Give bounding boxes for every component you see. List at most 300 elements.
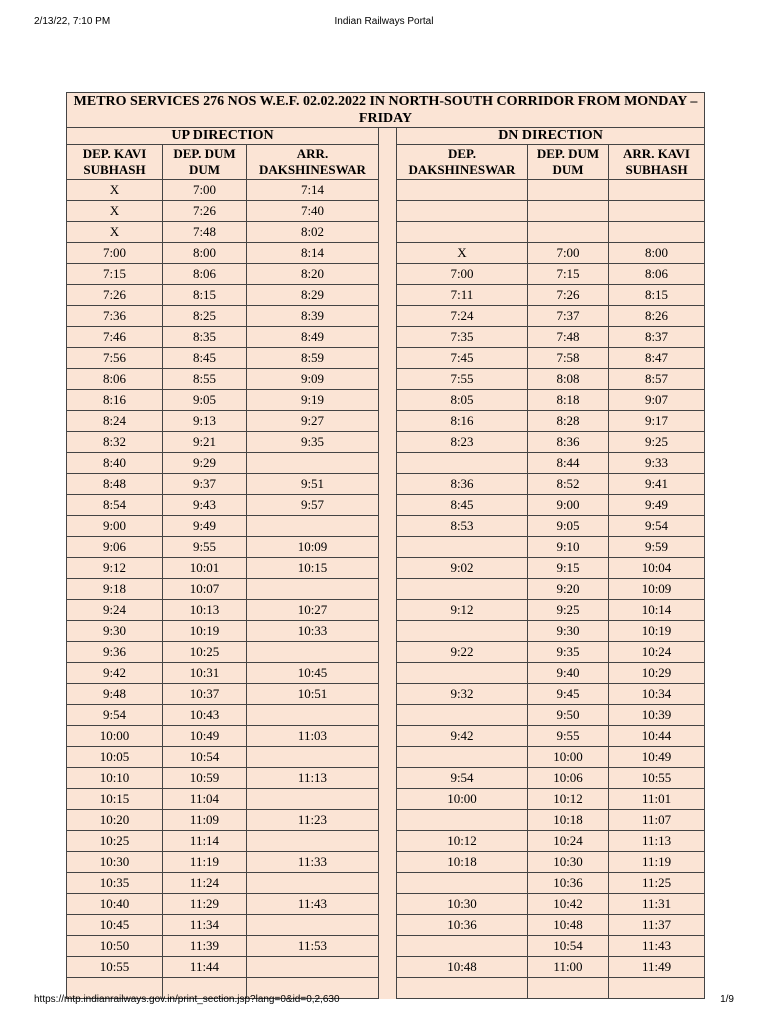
table-row — [67, 264, 705, 285]
cell-dn-dep-dum-dum: 9:30 — [528, 621, 609, 642]
cell-up-arr-dakshineswar: 11:03 — [247, 726, 379, 747]
cell-up-dep-kavi-subhash: 10:45 — [67, 915, 163, 936]
cell-dn-dep-dum-dum: 9:05 — [528, 516, 609, 537]
cell-up-dep-kavi-subhash: 8:16 — [67, 390, 163, 411]
cell-up-arr-dakshineswar: 10:51 — [247, 684, 379, 705]
up-direction-label: UP DIRECTION — [67, 128, 379, 145]
cell-up-dep-kavi-subhash: 10:25 — [67, 831, 163, 852]
table-row — [67, 831, 705, 852]
cell-dn-arr-kavi-subhash: 10:19 — [609, 621, 705, 642]
cell-dn-dep-dum-dum: 10:24 — [528, 831, 609, 852]
cell-up-dep-dum-dum: 10:59 — [163, 768, 247, 789]
print-page-title: Indian Railways Portal — [334, 16, 434, 27]
cell-dn-dep-dakshineswar: 9:54 — [397, 768, 528, 789]
table-row — [67, 285, 705, 306]
cell-up-dep-kavi-subhash: 10:00 — [67, 726, 163, 747]
table-row — [67, 957, 705, 978]
cell-dn-arr-kavi-subhash — [609, 180, 705, 201]
table-row — [67, 684, 705, 705]
cell-dn-dep-dakshineswar: 10:00 — [397, 789, 528, 810]
table-row — [67, 936, 705, 957]
cell-dn-dep-dakshineswar — [397, 621, 528, 642]
cell-dn-arr-kavi-subhash: 8:00 — [609, 243, 705, 264]
cell-up-arr-dakshineswar: 9:51 — [247, 474, 379, 495]
cell-up-arr-dakshineswar — [247, 873, 379, 894]
cell-up-dep-kavi-subhash: X — [67, 201, 163, 222]
column-gap — [379, 957, 397, 978]
cell-dn-arr-kavi-subhash — [609, 978, 705, 999]
cell-up-dep-kavi-subhash: 10:50 — [67, 936, 163, 957]
column-gap — [379, 579, 397, 600]
timetable-title: METRO SERVICES 276 NOS W.E.F. 02.02.2022 IN NORTH-SOUTH CORRIDOR FROM MONDAY – FRIDAY — [67, 93, 705, 128]
cell-up-dep-kavi-subhash: 8:32 — [67, 432, 163, 453]
cell-up-dep-dum-dum: 10:54 — [163, 747, 247, 768]
print-header — [0, 0, 768, 38]
cell-dn-arr-kavi-subhash: 9:17 — [609, 411, 705, 432]
cell-up-arr-dakshineswar: 10:33 — [247, 621, 379, 642]
cell-up-dep-kavi-subhash: 7:46 — [67, 327, 163, 348]
cell-up-arr-dakshineswar — [247, 516, 379, 537]
cell-dn-arr-kavi-subhash: 9:33 — [609, 453, 705, 474]
column-gap — [379, 348, 397, 369]
cell-dn-arr-kavi-subhash: 10:29 — [609, 663, 705, 684]
cell-up-arr-dakshineswar: 8:14 — [247, 243, 379, 264]
cell-dn-dep-dum-dum: 7:37 — [528, 306, 609, 327]
cell-dn-dep-dakshineswar — [397, 936, 528, 957]
cell-up-dep-kavi-subhash: 10:15 — [67, 789, 163, 810]
table-row — [67, 222, 705, 243]
cell-dn-arr-kavi-subhash: 9:25 — [609, 432, 705, 453]
table-row — [67, 369, 705, 390]
column-gap — [379, 831, 397, 852]
column-gap — [379, 600, 397, 621]
cell-dn-dep-dum-dum: 9:40 — [528, 663, 609, 684]
table-row — [67, 558, 705, 579]
cell-dn-dep-dakshineswar: 8:36 — [397, 474, 528, 495]
cell-dn-arr-kavi-subhash: 9:54 — [609, 516, 705, 537]
column-gap — [379, 978, 397, 999]
cell-up-dep-dum-dum: 7:26 — [163, 201, 247, 222]
cell-dn-dep-dum-dum: 10:00 — [528, 747, 609, 768]
cell-up-dep-kavi-subhash: 9:24 — [67, 600, 163, 621]
table-row — [67, 894, 705, 915]
column-gap — [379, 264, 397, 285]
table-row — [67, 306, 705, 327]
cell-up-dep-kavi-subhash: 9:00 — [67, 516, 163, 537]
table-row — [67, 390, 705, 411]
cell-up-dep-dum-dum: 8:06 — [163, 264, 247, 285]
cell-up-dep-kavi-subhash: 8:06 — [67, 369, 163, 390]
column-gap — [379, 411, 397, 432]
cell-up-dep-kavi-subhash: 8:54 — [67, 495, 163, 516]
cell-dn-arr-kavi-subhash: 8:06 — [609, 264, 705, 285]
cell-dn-arr-kavi-subhash: 8:15 — [609, 285, 705, 306]
cell-dn-dep-dum-dum: 10:18 — [528, 810, 609, 831]
cell-up-arr-dakshineswar — [247, 957, 379, 978]
cell-dn-dep-dum-dum — [528, 180, 609, 201]
cell-up-dep-dum-dum: 9:05 — [163, 390, 247, 411]
cell-up-dep-dum-dum: 10:19 — [163, 621, 247, 642]
table-row — [67, 432, 705, 453]
column-gap — [379, 222, 397, 243]
column-gap — [379, 474, 397, 495]
cell-up-dep-dum-dum: 7:00 — [163, 180, 247, 201]
cell-up-dep-kavi-subhash: 9:48 — [67, 684, 163, 705]
column-gap — [379, 180, 397, 201]
cell-dn-arr-kavi-subhash: 10:04 — [609, 558, 705, 579]
column-gap — [379, 201, 397, 222]
cell-up-dep-dum-dum: 8:55 — [163, 369, 247, 390]
cell-dn-dep-dakshineswar — [397, 978, 528, 999]
cell-up-dep-kavi-subhash: 9:54 — [67, 705, 163, 726]
column-gap — [379, 390, 397, 411]
cell-up-arr-dakshineswar: 11:53 — [247, 936, 379, 957]
cell-dn-dep-dakshineswar: X — [397, 243, 528, 264]
cell-dn-arr-kavi-subhash: 11:13 — [609, 831, 705, 852]
table-row — [67, 180, 705, 201]
cell-dn-dep-dum-dum: 9:55 — [528, 726, 609, 747]
cell-up-arr-dakshineswar: 8:39 — [247, 306, 379, 327]
cell-dn-dep-dum-dum: 7:48 — [528, 327, 609, 348]
cell-up-arr-dakshineswar — [247, 579, 379, 600]
cell-up-dep-kavi-subhash: 7:56 — [67, 348, 163, 369]
cell-up-dep-kavi-subhash: 9:30 — [67, 621, 163, 642]
cell-dn-arr-kavi-subhash: 9:49 — [609, 495, 705, 516]
cell-dn-dep-dakshineswar: 7:35 — [397, 327, 528, 348]
cell-dn-dep-dakshineswar: 7:55 — [397, 369, 528, 390]
cell-dn-dep-dakshineswar — [397, 810, 528, 831]
column-gap — [379, 894, 397, 915]
cell-dn-arr-kavi-subhash: 8:47 — [609, 348, 705, 369]
cell-up-dep-dum-dum: 10:07 — [163, 579, 247, 600]
cell-dn-dep-dakshineswar — [397, 705, 528, 726]
cell-up-dep-dum-dum: 11:24 — [163, 873, 247, 894]
cell-dn-arr-kavi-subhash: 8:37 — [609, 327, 705, 348]
cell-up-arr-dakshineswar: 9:09 — [247, 369, 379, 390]
cell-dn-dep-dum-dum: 9:50 — [528, 705, 609, 726]
cell-up-dep-dum-dum: 9:29 — [163, 453, 247, 474]
timetable — [66, 92, 705, 999]
cell-dn-arr-kavi-subhash: 10:34 — [609, 684, 705, 705]
table-row — [67, 201, 705, 222]
cell-up-arr-dakshineswar: 11:33 — [247, 852, 379, 873]
cell-up-arr-dakshineswar: 10:09 — [247, 537, 379, 558]
column-gap — [379, 537, 397, 558]
table-row — [67, 327, 705, 348]
col-header-up-dep-dum-dum: DEP. DUM DUM — [163, 145, 247, 180]
cell-dn-dep-dakshineswar — [397, 201, 528, 222]
cell-up-dep-dum-dum: 7:48 — [163, 222, 247, 243]
column-gap — [379, 453, 397, 474]
cell-dn-dep-dum-dum: 9:45 — [528, 684, 609, 705]
column-gap — [379, 369, 397, 390]
cell-dn-arr-kavi-subhash: 11:37 — [609, 915, 705, 936]
col-header-up-dep-kavi-subhash: DEP. KAVI SUBHASH — [67, 145, 163, 180]
print-timestamp: 2/13/22, 7:10 PM — [34, 16, 111, 27]
cell-up-dep-dum-dum: 9:13 — [163, 411, 247, 432]
column-gap — [379, 621, 397, 642]
cell-up-arr-dakshineswar: 9:35 — [247, 432, 379, 453]
cell-dn-dep-dakshineswar: 7:11 — [397, 285, 528, 306]
cell-up-dep-kavi-subhash: X — [67, 180, 163, 201]
cell-up-dep-kavi-subhash: 10:10 — [67, 768, 163, 789]
cell-dn-dep-dum-dum — [528, 201, 609, 222]
cell-up-dep-dum-dum: 8:35 — [163, 327, 247, 348]
cell-dn-dep-dakshineswar: 8:05 — [397, 390, 528, 411]
col-header-dn-dep-dum-dum: DEP. DUM DUM — [528, 145, 609, 180]
cell-dn-dep-dakshineswar: 10:30 — [397, 894, 528, 915]
table-row — [67, 663, 705, 684]
cell-dn-dep-dum-dum: 8:52 — [528, 474, 609, 495]
cell-up-dep-dum-dum: 10:13 — [163, 600, 247, 621]
column-gap — [379, 243, 397, 264]
cell-dn-dep-dakshineswar: 7:24 — [397, 306, 528, 327]
cell-up-dep-dum-dum: 10:37 — [163, 684, 247, 705]
cell-dn-dep-dakshineswar: 9:32 — [397, 684, 528, 705]
cell-dn-dep-dum-dum: 10:42 — [528, 894, 609, 915]
column-gap — [379, 873, 397, 894]
cell-dn-dep-dum-dum: 10:48 — [528, 915, 609, 936]
cell-up-dep-dum-dum: 11:44 — [163, 957, 247, 978]
cell-dn-dep-dakshineswar: 8:53 — [397, 516, 528, 537]
cell-up-arr-dakshineswar: 11:23 — [247, 810, 379, 831]
column-gap — [379, 128, 397, 145]
cell-dn-dep-dum-dum: 7:58 — [528, 348, 609, 369]
cell-up-arr-dakshineswar: 8:20 — [247, 264, 379, 285]
column-gap — [379, 285, 397, 306]
table-row — [67, 621, 705, 642]
cell-dn-arr-kavi-subhash: 11:01 — [609, 789, 705, 810]
cell-dn-dep-dakshineswar: 9:12 — [397, 600, 528, 621]
cell-up-dep-kavi-subhash: 9:12 — [67, 558, 163, 579]
cell-up-dep-kavi-subhash: 10:35 — [67, 873, 163, 894]
cell-up-arr-dakshineswar: 8:02 — [247, 222, 379, 243]
cell-dn-arr-kavi-subhash — [609, 201, 705, 222]
cell-dn-arr-kavi-subhash: 10:24 — [609, 642, 705, 663]
cell-up-dep-dum-dum: 8:15 — [163, 285, 247, 306]
cell-up-dep-dum-dum: 11:34 — [163, 915, 247, 936]
cell-dn-arr-kavi-subhash: 11:25 — [609, 873, 705, 894]
table-row — [67, 789, 705, 810]
table-row — [67, 642, 705, 663]
cell-dn-dep-dum-dum: 9:00 — [528, 495, 609, 516]
cell-up-dep-kavi-subhash: 10:05 — [67, 747, 163, 768]
cell-dn-arr-kavi-subhash: 9:59 — [609, 537, 705, 558]
cell-up-arr-dakshineswar — [247, 453, 379, 474]
cell-up-arr-dakshineswar: 9:27 — [247, 411, 379, 432]
column-gap — [379, 663, 397, 684]
table-row — [67, 915, 705, 936]
cell-dn-dep-dum-dum: 8:36 — [528, 432, 609, 453]
cell-dn-dep-dakshineswar — [397, 453, 528, 474]
cell-up-arr-dakshineswar: 10:45 — [247, 663, 379, 684]
cell-dn-dep-dakshineswar — [397, 747, 528, 768]
cell-up-dep-kavi-subhash: 8:48 — [67, 474, 163, 495]
cell-up-dep-kavi-subhash: 7:15 — [67, 264, 163, 285]
column-gap — [379, 936, 397, 957]
cell-up-arr-dakshineswar: 10:27 — [247, 600, 379, 621]
cell-up-dep-kavi-subhash: 7:26 — [67, 285, 163, 306]
column-gap — [379, 915, 397, 936]
cell-up-dep-kavi-subhash: 10:20 — [67, 810, 163, 831]
cell-dn-dep-dakshineswar — [397, 222, 528, 243]
cell-up-dep-dum-dum: 8:00 — [163, 243, 247, 264]
cell-up-dep-kavi-subhash: 9:18 — [67, 579, 163, 600]
cell-dn-arr-kavi-subhash: 11:49 — [609, 957, 705, 978]
cell-dn-arr-kavi-subhash: 8:57 — [609, 369, 705, 390]
column-gap — [379, 768, 397, 789]
cell-up-arr-dakshineswar: 8:59 — [247, 348, 379, 369]
cell-up-dep-kavi-subhash: 10:40 — [67, 894, 163, 915]
cell-up-arr-dakshineswar: 7:14 — [247, 180, 379, 201]
column-header-row — [67, 145, 705, 180]
cell-dn-dep-dum-dum: 9:15 — [528, 558, 609, 579]
page-number: 1/9 — [720, 994, 734, 1005]
column-gap — [379, 852, 397, 873]
column-gap — [379, 810, 397, 831]
column-gap — [379, 432, 397, 453]
table-row — [67, 243, 705, 264]
cell-dn-arr-kavi-subhash: 10:14 — [609, 600, 705, 621]
column-gap — [379, 726, 397, 747]
table-row — [67, 348, 705, 369]
cell-dn-dep-dum-dum: 10:54 — [528, 936, 609, 957]
cell-dn-dep-dakshineswar: 8:16 — [397, 411, 528, 432]
cell-dn-dep-dum-dum: 9:35 — [528, 642, 609, 663]
cell-dn-arr-kavi-subhash: 9:41 — [609, 474, 705, 495]
cell-dn-dep-dum-dum: 9:10 — [528, 537, 609, 558]
cell-up-dep-dum-dum: 11:29 — [163, 894, 247, 915]
cell-up-dep-kavi-subhash: 9:06 — [67, 537, 163, 558]
cell-up-dep-dum-dum: 8:45 — [163, 348, 247, 369]
table-row — [67, 810, 705, 831]
cell-up-dep-kavi-subhash: 8:40 — [67, 453, 163, 474]
cell-dn-dep-dum-dum: 10:30 — [528, 852, 609, 873]
cell-up-dep-dum-dum: 9:43 — [163, 495, 247, 516]
col-header-dn-arr-kavi-subhash: ARR. KAVI SUBHASH — [609, 145, 705, 180]
cell-up-dep-kavi-subhash: 8:24 — [67, 411, 163, 432]
cell-dn-dep-dakshineswar: 7:45 — [397, 348, 528, 369]
cell-dn-arr-kavi-subhash: 10:39 — [609, 705, 705, 726]
column-gap — [379, 145, 397, 180]
cell-dn-dep-dum-dum: 7:15 — [528, 264, 609, 285]
cell-dn-dep-dakshineswar: 8:23 — [397, 432, 528, 453]
cell-dn-arr-kavi-subhash: 11:19 — [609, 852, 705, 873]
cell-up-arr-dakshineswar — [247, 642, 379, 663]
cell-dn-arr-kavi-subhash: 8:26 — [609, 306, 705, 327]
cell-dn-dep-dakshineswar: 10:12 — [397, 831, 528, 852]
table-row — [67, 516, 705, 537]
cell-dn-dep-dum-dum: 9:20 — [528, 579, 609, 600]
cell-up-dep-dum-dum: 9:21 — [163, 432, 247, 453]
column-gap — [379, 684, 397, 705]
cell-up-arr-dakshineswar: 9:57 — [247, 495, 379, 516]
cell-up-dep-dum-dum: 11:39 — [163, 936, 247, 957]
cell-dn-dep-dakshineswar — [397, 180, 528, 201]
cell-up-dep-dum-dum: 9:49 — [163, 516, 247, 537]
cell-dn-dep-dakshineswar: 9:22 — [397, 642, 528, 663]
col-header-dn-dep-dakshineswar: DEP. DAKSHINESWAR — [397, 145, 528, 180]
cell-up-dep-kavi-subhash: 9:36 — [67, 642, 163, 663]
cell-dn-arr-kavi-subhash: 10:49 — [609, 747, 705, 768]
cell-up-arr-dakshineswar: 9:19 — [247, 390, 379, 411]
cell-up-dep-dum-dum: 10:31 — [163, 663, 247, 684]
cell-dn-dep-dakshineswar: 9:02 — [397, 558, 528, 579]
table-row — [67, 726, 705, 747]
cell-up-dep-dum-dum: 11:04 — [163, 789, 247, 810]
cell-up-dep-dum-dum: 10:43 — [163, 705, 247, 726]
table-row — [67, 705, 705, 726]
timetable-title-row — [67, 93, 705, 128]
cell-dn-dep-dakshineswar: 10:48 — [397, 957, 528, 978]
table-row — [67, 852, 705, 873]
cell-up-dep-kavi-subhash: X — [67, 222, 163, 243]
cell-dn-dep-dakshineswar: 10:18 — [397, 852, 528, 873]
cell-dn-dep-dum-dum: 8:28 — [528, 411, 609, 432]
cell-dn-dep-dum-dum — [528, 978, 609, 999]
cell-dn-arr-kavi-subhash: 11:07 — [609, 810, 705, 831]
cell-up-dep-kavi-subhash: 10:30 — [67, 852, 163, 873]
cell-dn-arr-kavi-subhash: 9:07 — [609, 390, 705, 411]
column-gap — [379, 705, 397, 726]
cell-dn-dep-dum-dum: 10:36 — [528, 873, 609, 894]
table-row — [67, 411, 705, 432]
table-row — [67, 600, 705, 621]
table-row — [67, 873, 705, 894]
column-gap — [379, 516, 397, 537]
cell-dn-arr-kavi-subhash: 11:31 — [609, 894, 705, 915]
direction-row — [67, 128, 705, 145]
cell-up-dep-kavi-subhash: 10:55 — [67, 957, 163, 978]
table-row — [67, 495, 705, 516]
cell-dn-dep-dum-dum: 8:44 — [528, 453, 609, 474]
cell-up-arr-dakshineswar: 8:49 — [247, 327, 379, 348]
column-gap — [379, 642, 397, 663]
cell-dn-dep-dakshineswar: 9:42 — [397, 726, 528, 747]
cell-up-dep-dum-dum: 9:37 — [163, 474, 247, 495]
column-gap — [379, 306, 397, 327]
table-row — [67, 537, 705, 558]
cell-up-dep-dum-dum: 10:49 — [163, 726, 247, 747]
cell-dn-dep-dakshineswar — [397, 873, 528, 894]
column-gap — [379, 495, 397, 516]
cell-up-arr-dakshineswar: 7:40 — [247, 201, 379, 222]
cell-dn-arr-kavi-subhash: 10:09 — [609, 579, 705, 600]
cell-up-dep-dum-dum: 10:01 — [163, 558, 247, 579]
cell-up-arr-dakshineswar — [247, 747, 379, 768]
cell-dn-dep-dum-dum: 8:18 — [528, 390, 609, 411]
table-row — [67, 474, 705, 495]
column-gap — [379, 558, 397, 579]
cell-up-arr-dakshineswar — [247, 831, 379, 852]
cell-dn-dep-dum-dum: 7:26 — [528, 285, 609, 306]
cell-dn-dep-dum-dum: 7:00 — [528, 243, 609, 264]
cell-dn-dep-dakshineswar — [397, 579, 528, 600]
column-gap — [379, 789, 397, 810]
cell-dn-dep-dakshineswar — [397, 537, 528, 558]
dn-direction-label: DN DIRECTION — [397, 128, 705, 145]
table-row — [67, 768, 705, 789]
column-gap — [379, 747, 397, 768]
cell-dn-arr-kavi-subhash: 10:55 — [609, 768, 705, 789]
cell-up-dep-dum-dum: 8:25 — [163, 306, 247, 327]
column-gap — [379, 327, 397, 348]
cell-dn-dep-dum-dum: 8:08 — [528, 369, 609, 390]
cell-dn-dep-dum-dum: 11:00 — [528, 957, 609, 978]
cell-dn-dep-dum-dum: 9:25 — [528, 600, 609, 621]
cell-up-dep-dum-dum: 10:25 — [163, 642, 247, 663]
cell-up-arr-dakshineswar — [247, 705, 379, 726]
